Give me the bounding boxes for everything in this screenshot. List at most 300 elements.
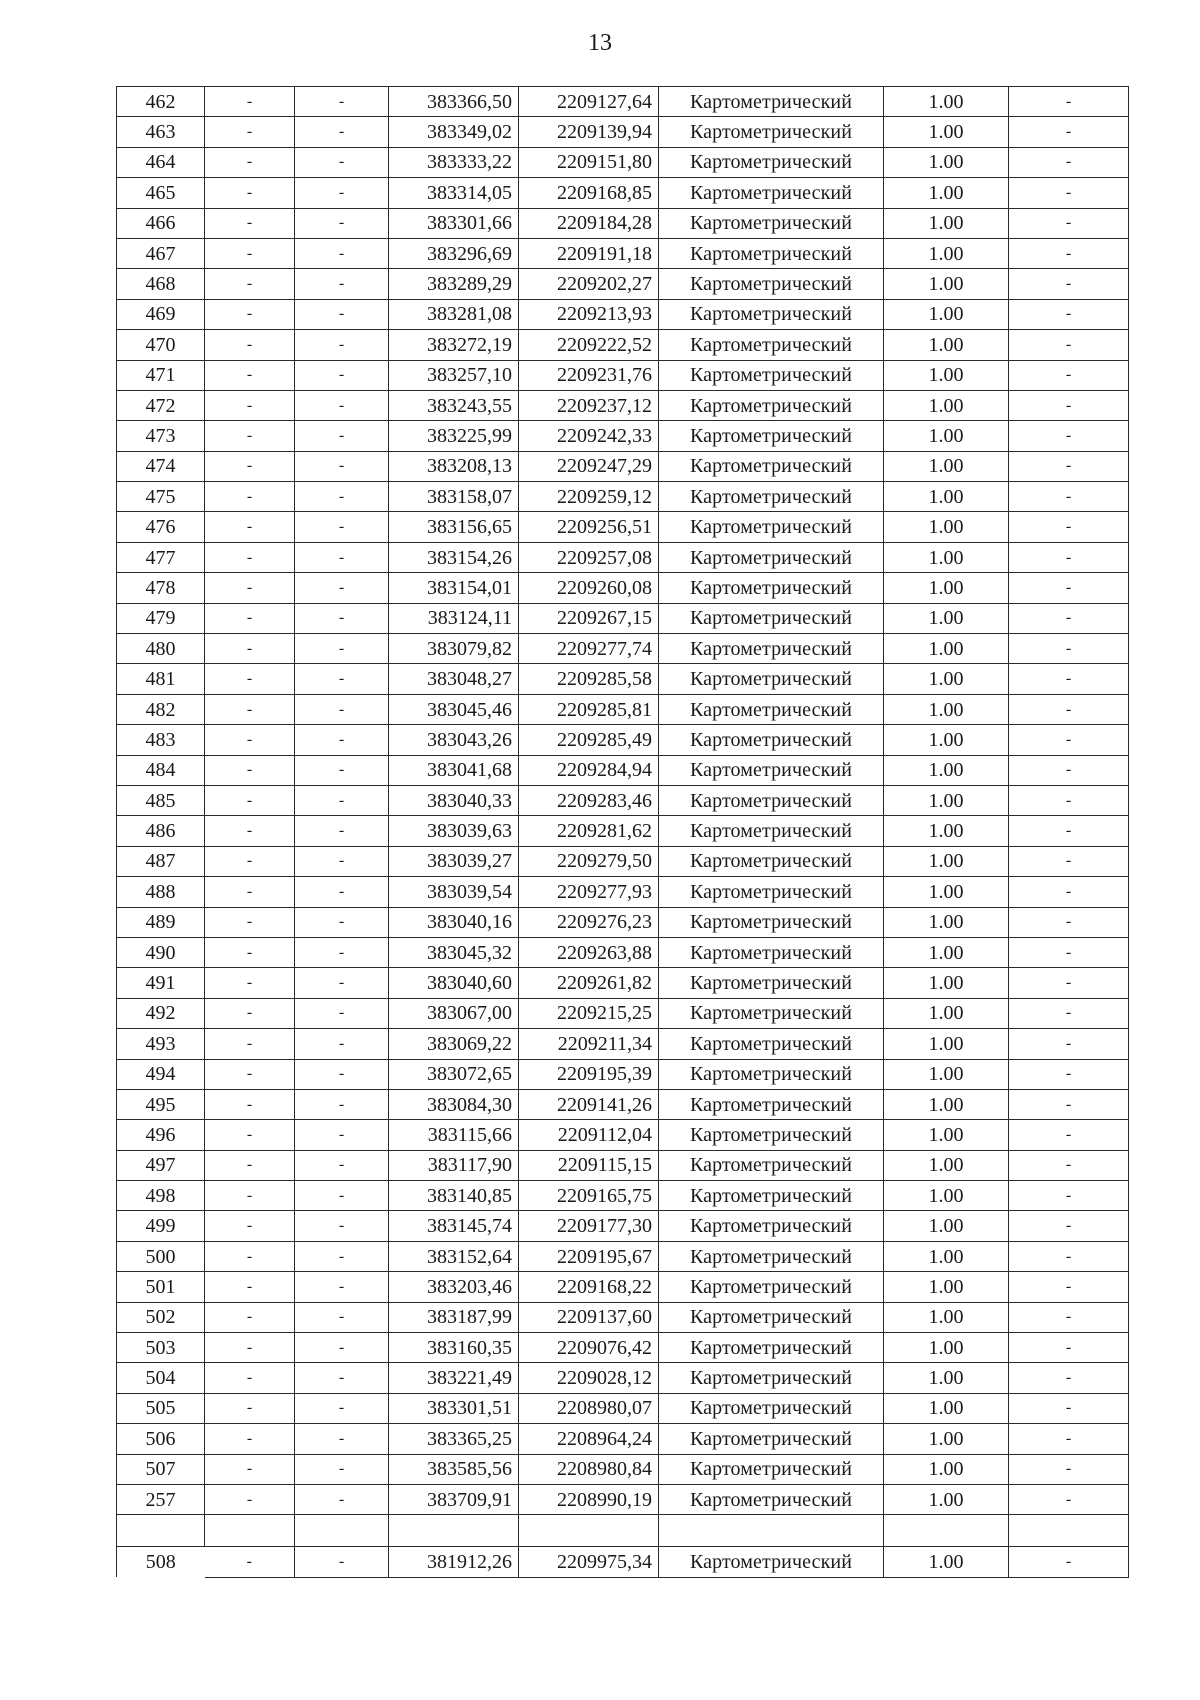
method-cell: Картометрический: [659, 482, 884, 512]
point-number-cell: 478: [117, 573, 205, 603]
accuracy-cell: 1.00: [884, 998, 1009, 1028]
dash-cell: -: [295, 1484, 389, 1514]
dash-cell: -: [1009, 603, 1129, 633]
x-coordinate-cell: 383333,22: [389, 147, 519, 177]
y-coordinate-cell: 2209195,39: [519, 1059, 659, 1089]
dash-cell: -: [295, 1150, 389, 1180]
dash-cell: -: [295, 1029, 389, 1059]
method-cell: Картометрический: [659, 816, 884, 846]
empty-cell: [295, 1515, 389, 1547]
dash-cell: -: [295, 117, 389, 147]
method-cell: Картометрический: [659, 1089, 884, 1119]
dash-cell: -: [295, 330, 389, 360]
x-coordinate-cell: 383301,66: [389, 208, 519, 238]
dash-cell: -: [205, 390, 295, 420]
dash-cell: -: [1009, 998, 1129, 1028]
dash-cell: -: [1009, 1547, 1129, 1577]
dash-cell: -: [1009, 421, 1129, 451]
x-coordinate-cell: 383072,65: [389, 1059, 519, 1089]
dash-cell: -: [205, 755, 295, 785]
x-coordinate-cell: 383039,54: [389, 877, 519, 907]
empty-cell: [659, 1515, 884, 1547]
dash-cell: -: [1009, 937, 1129, 967]
y-coordinate-cell: 2209263,88: [519, 937, 659, 967]
point-number-cell: 486: [117, 816, 205, 846]
x-coordinate-cell: 383366,50: [389, 87, 519, 117]
point-number-cell: 485: [117, 785, 205, 815]
empty-cell: [519, 1515, 659, 1547]
dash-cell: -: [1009, 755, 1129, 785]
table-row: [117, 937, 1129, 967]
dash-cell: -: [295, 238, 389, 268]
dash-cell: -: [205, 907, 295, 937]
dash-cell: -: [205, 603, 295, 633]
accuracy-cell: 1.00: [884, 694, 1009, 724]
y-coordinate-cell: 2209076,42: [519, 1333, 659, 1363]
point-number-cell: 502: [117, 1302, 205, 1332]
table-row: [117, 390, 1129, 420]
table-row: [117, 1363, 1129, 1393]
point-number-cell: 489: [117, 907, 205, 937]
accuracy-cell: 1.00: [884, 603, 1009, 633]
table-row: [117, 1454, 1129, 1484]
dash-cell: -: [295, 512, 389, 542]
dash-cell: -: [205, 846, 295, 876]
dash-cell: -: [1009, 542, 1129, 572]
method-cell: Картометрический: [659, 421, 884, 451]
dash-cell: -: [295, 1059, 389, 1089]
accuracy-cell: 1.00: [884, 1333, 1009, 1363]
accuracy-cell: 1.00: [884, 1484, 1009, 1514]
dash-cell: -: [205, 1393, 295, 1423]
accuracy-cell: 1.00: [884, 1059, 1009, 1089]
table-row: [117, 1211, 1129, 1241]
table-row: [117, 512, 1129, 542]
table-row: [117, 330, 1129, 360]
dash-cell: -: [1009, 512, 1129, 542]
dash-cell: -: [1009, 117, 1129, 147]
page-number: 13: [588, 30, 612, 56]
dash-cell: -: [295, 451, 389, 481]
dash-cell: -: [205, 1333, 295, 1363]
dash-cell: -: [295, 573, 389, 603]
accuracy-cell: 1.00: [884, 1547, 1009, 1577]
dash-cell: -: [205, 238, 295, 268]
dash-cell: -: [205, 1211, 295, 1241]
dash-cell: -: [1009, 1393, 1129, 1423]
point-number-cell: 468: [117, 269, 205, 299]
point-number-cell: 481: [117, 664, 205, 694]
y-coordinate-cell: 2209256,51: [519, 512, 659, 542]
dash-cell: -: [205, 937, 295, 967]
y-coordinate-cell: 2209285,58: [519, 664, 659, 694]
dash-cell: -: [205, 1454, 295, 1484]
x-coordinate-cell: 383041,68: [389, 755, 519, 785]
accuracy-cell: 1.00: [884, 846, 1009, 876]
dash-cell: -: [1009, 968, 1129, 998]
point-number-cell: 475: [117, 482, 205, 512]
point-number-cell: 501: [117, 1272, 205, 1302]
table-row: [117, 755, 1129, 785]
method-cell: Картометрический: [659, 1241, 884, 1271]
dash-cell: -: [205, 1181, 295, 1211]
x-coordinate-cell: 383156,65: [389, 512, 519, 542]
dash-cell: -: [1009, 330, 1129, 360]
accuracy-cell: 1.00: [884, 1089, 1009, 1119]
dash-cell: -: [205, 269, 295, 299]
dash-cell: -: [1009, 1150, 1129, 1180]
method-cell: Картометрический: [659, 87, 884, 117]
table-row: [117, 147, 1129, 177]
accuracy-cell: 1.00: [884, 755, 1009, 785]
table-row: [117, 1120, 1129, 1150]
dash-cell: -: [295, 421, 389, 451]
point-number-cell: 505: [117, 1393, 205, 1423]
method-cell: Картометрический: [659, 238, 884, 268]
dash-cell: -: [205, 1089, 295, 1119]
dash-cell: -: [205, 816, 295, 846]
dash-cell: -: [1009, 178, 1129, 208]
dash-cell: -: [295, 1120, 389, 1150]
dash-cell: -: [205, 299, 295, 329]
dash-cell: -: [295, 1272, 389, 1302]
dash-cell: -: [205, 208, 295, 238]
dash-cell: -: [295, 634, 389, 664]
point-number-cell: 469: [117, 299, 205, 329]
dash-cell: -: [295, 998, 389, 1028]
x-coordinate-cell: 383115,66: [389, 1120, 519, 1150]
x-coordinate-cell: 383709,91: [389, 1484, 519, 1514]
y-coordinate-cell: 2209260,08: [519, 573, 659, 603]
x-coordinate-cell: 383045,32: [389, 937, 519, 967]
y-coordinate-cell: 2209222,52: [519, 330, 659, 360]
y-coordinate-cell: 2208980,07: [519, 1393, 659, 1423]
method-cell: Картометрический: [659, 1484, 884, 1514]
method-cell: Картометрический: [659, 178, 884, 208]
point-number-cell: 467: [117, 238, 205, 268]
accuracy-cell: 1.00: [884, 542, 1009, 572]
y-coordinate-cell: 2209195,67: [519, 1241, 659, 1271]
table-row: [117, 87, 1129, 117]
dash-cell: -: [205, 178, 295, 208]
point-number-cell: 506: [117, 1424, 205, 1454]
dash-cell: -: [205, 998, 295, 1028]
table-row: [117, 603, 1129, 633]
method-cell: Картометрический: [659, 1424, 884, 1454]
accuracy-cell: 1.00: [884, 634, 1009, 664]
table-row: [117, 1272, 1129, 1302]
y-coordinate-cell: 2209115,15: [519, 1150, 659, 1180]
point-number-cell: 464: [117, 147, 205, 177]
x-coordinate-cell: 383145,74: [389, 1211, 519, 1241]
method-cell: Картометрический: [659, 1302, 884, 1332]
table-row: [117, 725, 1129, 755]
table-row: [117, 1424, 1129, 1454]
point-number-cell: 257: [117, 1484, 205, 1514]
dash-cell: -: [205, 1302, 295, 1332]
point-number-cell: 462: [117, 87, 205, 117]
y-coordinate-cell: 2209151,80: [519, 147, 659, 177]
point-number-cell: 497: [117, 1150, 205, 1180]
dash-cell: -: [1009, 87, 1129, 117]
method-cell: Картометрический: [659, 1333, 884, 1363]
point-number-cell: 463: [117, 117, 205, 147]
dash-cell: -: [1009, 360, 1129, 390]
dash-cell: -: [205, 785, 295, 815]
y-coordinate-cell: 2209277,74: [519, 634, 659, 664]
y-coordinate-cell: 2208980,84: [519, 1454, 659, 1484]
empty-cell: [389, 1515, 519, 1547]
x-coordinate-cell: 383243,55: [389, 390, 519, 420]
point-number-cell: 498: [117, 1181, 205, 1211]
x-coordinate-cell: 383140,85: [389, 1181, 519, 1211]
y-coordinate-cell: 2209285,49: [519, 725, 659, 755]
y-coordinate-cell: 2209975,34: [519, 1547, 659, 1577]
table-row: [117, 846, 1129, 876]
x-coordinate-cell: 383289,29: [389, 269, 519, 299]
table-row: [117, 998, 1129, 1028]
method-cell: Картометрический: [659, 330, 884, 360]
table-row: [117, 785, 1129, 815]
accuracy-cell: 1.00: [884, 1302, 1009, 1332]
accuracy-cell: 1.00: [884, 785, 1009, 815]
dash-cell: -: [1009, 573, 1129, 603]
point-number-cell: 490: [117, 937, 205, 967]
accuracy-cell: 1.00: [884, 968, 1009, 998]
dash-cell: -: [1009, 1241, 1129, 1271]
dash-cell: -: [205, 968, 295, 998]
x-coordinate-cell: 383154,01: [389, 573, 519, 603]
x-coordinate-cell: 383039,63: [389, 816, 519, 846]
dash-cell: -: [295, 1181, 389, 1211]
dash-cell: -: [205, 1484, 295, 1514]
point-number-cell: 499: [117, 1211, 205, 1241]
method-cell: Картометрический: [659, 1120, 884, 1150]
dash-cell: -: [295, 1302, 389, 1332]
dash-cell: -: [205, 1150, 295, 1180]
accuracy-cell: 1.00: [884, 269, 1009, 299]
x-coordinate-cell: 383158,07: [389, 482, 519, 512]
method-cell: Картометрический: [659, 634, 884, 664]
point-number-cell: 480: [117, 634, 205, 664]
x-coordinate-cell: 383048,27: [389, 664, 519, 694]
dash-cell: -: [1009, 482, 1129, 512]
coordinates-table: [116, 86, 1129, 1578]
dash-cell: -: [205, 1029, 295, 1059]
dash-cell: -: [295, 755, 389, 785]
dash-cell: -: [295, 482, 389, 512]
dash-cell: -: [205, 1547, 295, 1577]
dash-cell: -: [205, 542, 295, 572]
x-coordinate-cell: 381912,26: [389, 1547, 519, 1577]
point-number-cell: 476: [117, 512, 205, 542]
dash-cell: -: [295, 1089, 389, 1119]
y-coordinate-cell: 2209168,85: [519, 178, 659, 208]
dash-cell: -: [1009, 1272, 1129, 1302]
y-coordinate-cell: 2209267,15: [519, 603, 659, 633]
accuracy-cell: 1.00: [884, 360, 1009, 390]
y-coordinate-cell: 2209257,08: [519, 542, 659, 572]
y-coordinate-cell: 2209247,29: [519, 451, 659, 481]
y-coordinate-cell: 2209237,12: [519, 390, 659, 420]
dash-cell: -: [295, 664, 389, 694]
dash-cell: -: [1009, 1484, 1129, 1514]
dash-cell: -: [295, 87, 389, 117]
dash-cell: -: [205, 877, 295, 907]
y-coordinate-cell: 2209279,50: [519, 846, 659, 876]
dash-cell: -: [295, 1454, 389, 1484]
x-coordinate-cell: 383296,69: [389, 238, 519, 268]
dash-cell: -: [205, 87, 295, 117]
dash-cell: -: [1009, 1302, 1129, 1332]
point-number-cell: 474: [117, 451, 205, 481]
dash-cell: -: [295, 1241, 389, 1271]
point-number-cell: 465: [117, 178, 205, 208]
dash-cell: -: [205, 1241, 295, 1271]
point-number-cell: 492: [117, 998, 205, 1028]
point-number-cell: 491: [117, 968, 205, 998]
point-number-cell: 494: [117, 1059, 205, 1089]
table-row: [117, 664, 1129, 694]
table-row: [117, 117, 1129, 147]
accuracy-cell: 1.00: [884, 1363, 1009, 1393]
table-row: [117, 816, 1129, 846]
point-number-cell: 466: [117, 208, 205, 238]
dash-cell: -: [205, 117, 295, 147]
method-cell: Картометрический: [659, 694, 884, 724]
point-number-cell: 507: [117, 1454, 205, 1484]
point-number-cell: 488: [117, 877, 205, 907]
y-coordinate-cell: 2209285,81: [519, 694, 659, 724]
y-coordinate-cell: 2209112,04: [519, 1120, 659, 1150]
x-coordinate-cell: 383221,49: [389, 1363, 519, 1393]
x-coordinate-cell: 383039,27: [389, 846, 519, 876]
dash-cell: -: [295, 968, 389, 998]
dash-cell: -: [205, 1363, 295, 1393]
dash-cell: -: [295, 1211, 389, 1241]
x-coordinate-cell: 383203,46: [389, 1272, 519, 1302]
method-cell: Картометрический: [659, 1393, 884, 1423]
table-row: [117, 482, 1129, 512]
dash-cell: -: [295, 846, 389, 876]
x-coordinate-cell: 383301,51: [389, 1393, 519, 1423]
dash-cell: -: [295, 269, 389, 299]
method-cell: Картометрический: [659, 573, 884, 603]
dash-cell: -: [205, 330, 295, 360]
table-row: [117, 573, 1129, 603]
method-cell: Картометрический: [659, 785, 884, 815]
method-cell: Картометрический: [659, 542, 884, 572]
table-row: [117, 1393, 1129, 1423]
dash-cell: -: [205, 1059, 295, 1089]
x-coordinate-cell: 383272,19: [389, 330, 519, 360]
method-cell: Картометрический: [659, 998, 884, 1028]
dash-cell: -: [295, 1547, 389, 1577]
method-cell: Картометрический: [659, 299, 884, 329]
x-coordinate-cell: 383152,64: [389, 1241, 519, 1271]
accuracy-cell: 1.00: [884, 664, 1009, 694]
method-cell: Картометрический: [659, 725, 884, 755]
y-coordinate-cell: 2209283,46: [519, 785, 659, 815]
dash-cell: -: [205, 421, 295, 451]
accuracy-cell: 1.00: [884, 907, 1009, 937]
dash-cell: -: [205, 512, 295, 542]
dash-cell: -: [1009, 1333, 1129, 1363]
y-coordinate-cell: 2209202,27: [519, 269, 659, 299]
dash-cell: -: [205, 664, 295, 694]
empty-cell: [117, 1515, 205, 1547]
method-cell: Картометрический: [659, 1272, 884, 1302]
dash-cell: -: [1009, 208, 1129, 238]
accuracy-cell: 1.00: [884, 1454, 1009, 1484]
table-row: [117, 1029, 1129, 1059]
dash-cell: -: [1009, 269, 1129, 299]
dash-cell: -: [295, 147, 389, 177]
accuracy-cell: 1.00: [884, 1211, 1009, 1241]
x-coordinate-cell: 383040,60: [389, 968, 519, 998]
empty-cell: [1009, 1515, 1129, 1547]
y-coordinate-cell: 2209191,18: [519, 238, 659, 268]
dash-cell: -: [1009, 1059, 1129, 1089]
table-row: [117, 360, 1129, 390]
dash-cell: -: [1009, 147, 1129, 177]
table-row: [117, 694, 1129, 724]
y-coordinate-cell: 2209211,34: [519, 1029, 659, 1059]
y-coordinate-cell: 2209141,26: [519, 1089, 659, 1119]
x-coordinate-cell: 383069,22: [389, 1029, 519, 1059]
method-cell: Картометрический: [659, 117, 884, 147]
accuracy-cell: 1.00: [884, 1424, 1009, 1454]
point-number-cell: 503: [117, 1333, 205, 1363]
y-coordinate-cell: 2209276,23: [519, 907, 659, 937]
point-number-cell: 477: [117, 542, 205, 572]
y-coordinate-cell: 2209137,60: [519, 1302, 659, 1332]
point-number-cell: 495: [117, 1089, 205, 1119]
point-number-cell: 496: [117, 1120, 205, 1150]
point-number-cell: 500: [117, 1241, 205, 1271]
table-row: [117, 1089, 1129, 1119]
point-number-cell: 471: [117, 360, 205, 390]
y-coordinate-cell: 2209261,82: [519, 968, 659, 998]
accuracy-cell: 1.00: [884, 1150, 1009, 1180]
dash-cell: -: [1009, 816, 1129, 846]
dash-cell: -: [295, 299, 389, 329]
x-coordinate-cell: 383208,13: [389, 451, 519, 481]
table-row: [117, 238, 1129, 268]
point-number-cell: 487: [117, 846, 205, 876]
dash-cell: -: [295, 1424, 389, 1454]
dash-cell: -: [1009, 390, 1129, 420]
dash-cell: -: [1009, 846, 1129, 876]
accuracy-cell: 1.00: [884, 1393, 1009, 1423]
y-coordinate-cell: 2209165,75: [519, 1181, 659, 1211]
point-number-cell: 472: [117, 390, 205, 420]
dash-cell: -: [295, 178, 389, 208]
table-row: [117, 877, 1129, 907]
accuracy-cell: 1.00: [884, 390, 1009, 420]
y-coordinate-cell: 2208990,19: [519, 1484, 659, 1514]
dash-cell: -: [1009, 1181, 1129, 1211]
dash-cell: -: [295, 390, 389, 420]
table-row: [117, 1059, 1129, 1089]
accuracy-cell: 1.00: [884, 877, 1009, 907]
accuracy-cell: 1.00: [884, 1241, 1009, 1271]
dash-cell: -: [1009, 1424, 1129, 1454]
accuracy-cell: 1.00: [884, 1181, 1009, 1211]
accuracy-cell: 1.00: [884, 147, 1009, 177]
accuracy-cell: 1.00: [884, 87, 1009, 117]
table-row: [117, 1181, 1129, 1211]
